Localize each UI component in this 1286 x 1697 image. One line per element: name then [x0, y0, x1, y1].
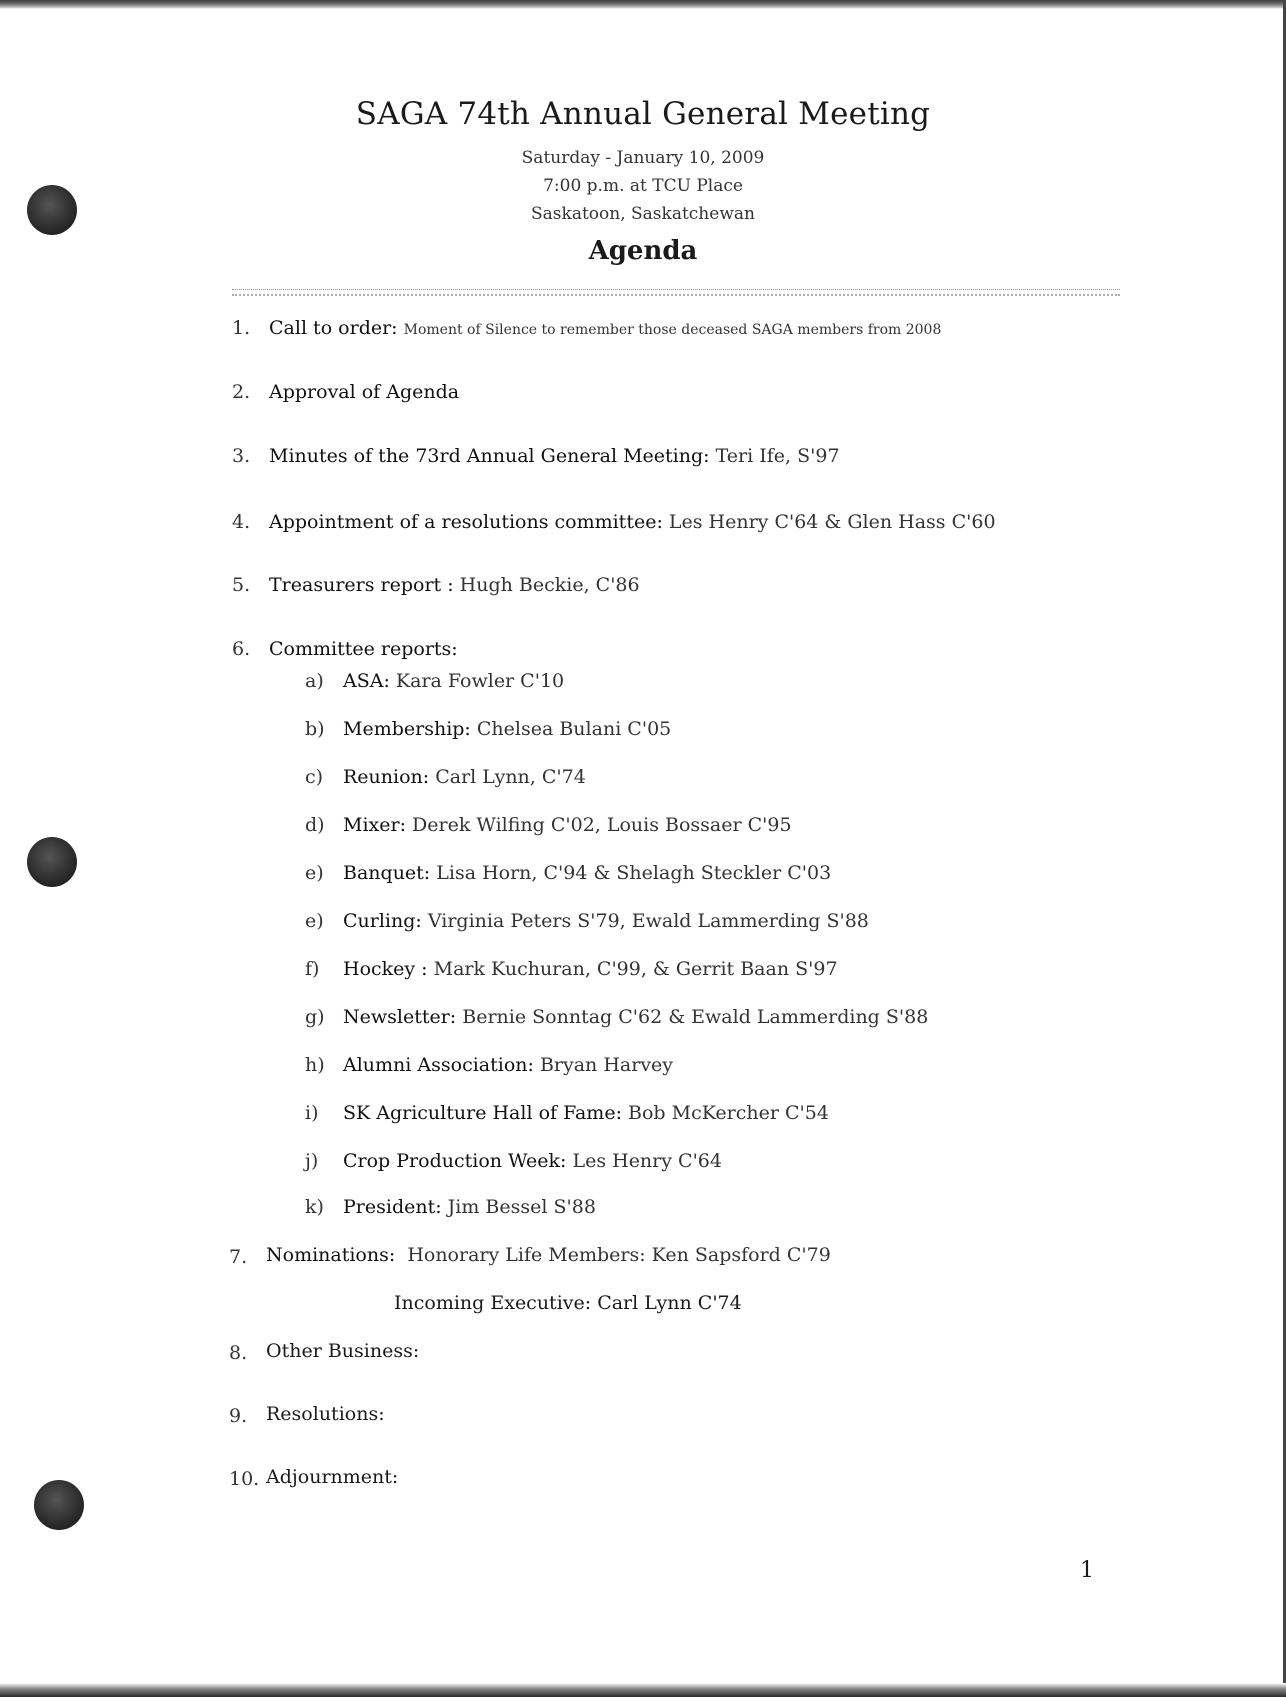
sub-item-detail: Les Henry C'64: [572, 1150, 722, 1172]
meeting-city: Saskatoon, Saskatchewan: [531, 204, 755, 224]
sub-item-hockey: [343, 958, 838, 980]
item-detail: Teri Ife, S'97: [715, 445, 840, 467]
agenda-item-nominations: [266, 1244, 831, 1266]
item-number: 8.: [229, 1342, 248, 1364]
binder-hole-middle: [27, 837, 77, 887]
agenda-item-call-to-order: [269, 317, 941, 339]
sub-item-label: Reunion:: [343, 766, 430, 788]
sub-item-detail: Kara Fowler C'10: [395, 670, 565, 692]
item-number: 5.: [232, 574, 251, 596]
agenda-item-minutes: [269, 445, 840, 467]
item-number: 1.: [232, 317, 251, 339]
sub-item-letter: j): [305, 1150, 319, 1172]
meeting-time-place: 7:00 p.m. at TCU Place: [543, 176, 743, 196]
item-label: Treasurers report :: [269, 574, 454, 596]
agenda-item-resolutions-committee: [269, 511, 996, 533]
sub-item-letter: e): [305, 910, 324, 932]
sub-item-label: SK Agriculture Hall of Fame:: [343, 1102, 622, 1124]
sub-item-mixer: [343, 814, 792, 836]
sub-item-label: Curling:: [343, 910, 422, 932]
item-label: Minutes of the 73rd Annual General Meeting:: [269, 445, 710, 467]
sub-item-letter: h): [305, 1054, 325, 1076]
sub-item-detail: Bernie Sonntag C'62 & Ewald Lammerding S'88: [462, 1006, 929, 1028]
sub-item-label: ASA:: [343, 670, 390, 692]
item-label: Appointment of a resolutions committee:: [269, 511, 663, 533]
sub-item-letter: a): [305, 670, 324, 692]
item-number: 3.: [232, 445, 251, 467]
sub-item-detail: Bryan Harvey: [539, 1054, 674, 1076]
item-label: Call to order:: [269, 317, 398, 339]
agenda-item-approval: [269, 381, 459, 403]
sub-item-detail: Chelsea Bulani C'05: [476, 718, 672, 740]
meeting-date: Saturday - January 10, 2009: [521, 148, 765, 168]
sub-item-banquet: [343, 862, 831, 884]
item-number: 9.: [229, 1405, 248, 1427]
sub-item-letter: d): [305, 814, 325, 836]
sub-item-detail: Jim Bessel S'88: [447, 1196, 596, 1218]
sub-item-crop-production: [343, 1150, 722, 1172]
meeting-title: SAGA 74th Annual General Meeting: [355, 96, 931, 132]
sub-item-president: [343, 1196, 596, 1218]
page-bottom-edge: [0, 1683, 1286, 1697]
header-divider: [232, 289, 1120, 296]
sub-item-detail: Bob McKercher C'54: [628, 1102, 829, 1124]
item-label: Nominations:: [266, 1244, 396, 1266]
page-number: 1: [1080, 1558, 1094, 1583]
page-top-edge: [0, 0, 1286, 9]
item-detail: Les Henry C'64 & Glen Hass C'60: [668, 511, 996, 533]
sub-item-reunion: [343, 766, 586, 788]
agenda-item-adjournment: Adjournment:: [266, 1466, 399, 1488]
sub-item-label: Newsletter:: [343, 1006, 457, 1028]
sub-item-letter: e): [305, 862, 324, 884]
sub-item-label: Membership:: [343, 718, 471, 740]
sub-item-newsletter: [343, 1006, 928, 1028]
sub-item-curling: [343, 910, 869, 932]
item-detail: Hugh Beckie, C'86: [459, 574, 640, 596]
item-number: 2.: [232, 381, 251, 403]
sub-item-letter: i): [305, 1102, 319, 1124]
sub-item-label: Hockey :: [343, 958, 428, 980]
sub-item-letter: c): [305, 766, 324, 788]
item-number: 4.: [232, 511, 251, 533]
agenda-heading: Agenda: [588, 236, 698, 266]
item-number: 7.: [229, 1246, 248, 1268]
item-detail: Moment of Silence to remember those deceased SAGA members from 2008: [403, 322, 942, 338]
sub-item-label: Banquet:: [343, 862, 431, 884]
sub-item-detail: Mark Kuchuran, C'99, & Gerrit Baan S'97: [433, 958, 838, 980]
agenda-item-committee-reports: [269, 638, 458, 660]
sub-item-label: President:: [343, 1196, 442, 1218]
sub-item-detail: Virginia Peters S'79, Ewald Lammerding S'88: [427, 910, 869, 932]
sub-item-detail: Carl Lynn, C'74: [435, 766, 586, 788]
sub-item-asa: [343, 670, 564, 692]
agenda-item-resolutions: Resolutions:: [266, 1403, 385, 1425]
item-number: 6.: [232, 638, 251, 660]
sub-item-detail: Derek Wilfing C'02, Louis Bossaer C'95: [412, 814, 792, 836]
sub-item-membership: [343, 718, 671, 740]
item-number: 10.: [229, 1468, 260, 1490]
binder-hole-bottom: [34, 1480, 84, 1530]
sub-item-hall-of-fame: [343, 1102, 829, 1124]
sub-item-label: Crop Production Week:: [343, 1150, 567, 1172]
sub-item-letter: k): [305, 1196, 324, 1218]
agenda-item-treasurer: [269, 574, 640, 596]
sub-item-letter: b): [305, 718, 325, 740]
item-label: Committee reports:: [269, 638, 458, 660]
item-label: Approval of Agenda: [269, 381, 460, 403]
sub-item-alumni: [343, 1054, 673, 1076]
sub-item-detail: Lisa Horn, C'94 & Shelagh Steckler C'03: [436, 862, 832, 884]
nominations-honorary: Honorary Life Members: Ken Sapsford C'79: [407, 1244, 831, 1266]
sub-item-label: Alumni Association:: [343, 1054, 534, 1076]
sub-item-letter: g): [305, 1006, 325, 1028]
agenda-item-other-business: Other Business:: [266, 1340, 420, 1362]
sub-item-letter: f): [305, 958, 320, 980]
sub-item-label: Mixer:: [343, 814, 406, 836]
nominations-incoming-executive: Incoming Executive: Carl Lynn C'74: [394, 1292, 742, 1314]
